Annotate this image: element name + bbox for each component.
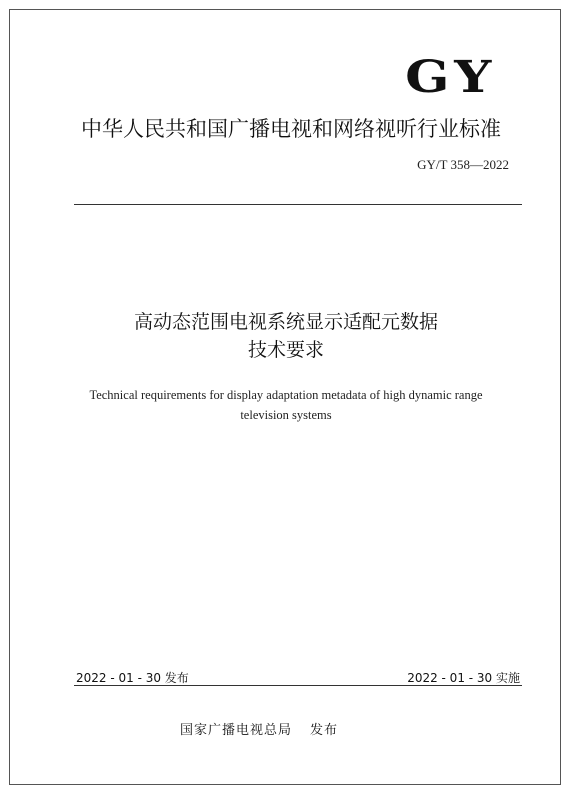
header-divider <box>74 204 522 205</box>
standard-number: GY/T 358—2022 <box>417 157 509 172</box>
issuer-line <box>180 719 400 738</box>
english-title-line-1: Technical requirements for display adaptation metadata of high dynamic range <box>89 388 483 402</box>
english-title <box>40 385 532 425</box>
issue-date: 2022 - 01 - 30 发布 <box>76 671 189 685</box>
chinese-title-line-1: 高动态范围电视系统显示适配元数据 <box>133 311 438 333</box>
industry-standard-heading: 中华人民共和国广播电视和网络视听行业标准 <box>81 117 501 141</box>
chinese-title-line-2: 技术要求 <box>247 339 324 361</box>
issuer-name: 国家广播电视总局 <box>180 723 293 738</box>
issuer-action: 发布 <box>310 723 339 738</box>
english-title-line-2: television systems <box>240 408 332 422</box>
gy-logo: GY <box>405 52 496 103</box>
effective-date: 2022 - 01 - 30 实施 <box>407 671 520 685</box>
date-divider <box>74 685 522 686</box>
chinese-title <box>40 308 532 364</box>
